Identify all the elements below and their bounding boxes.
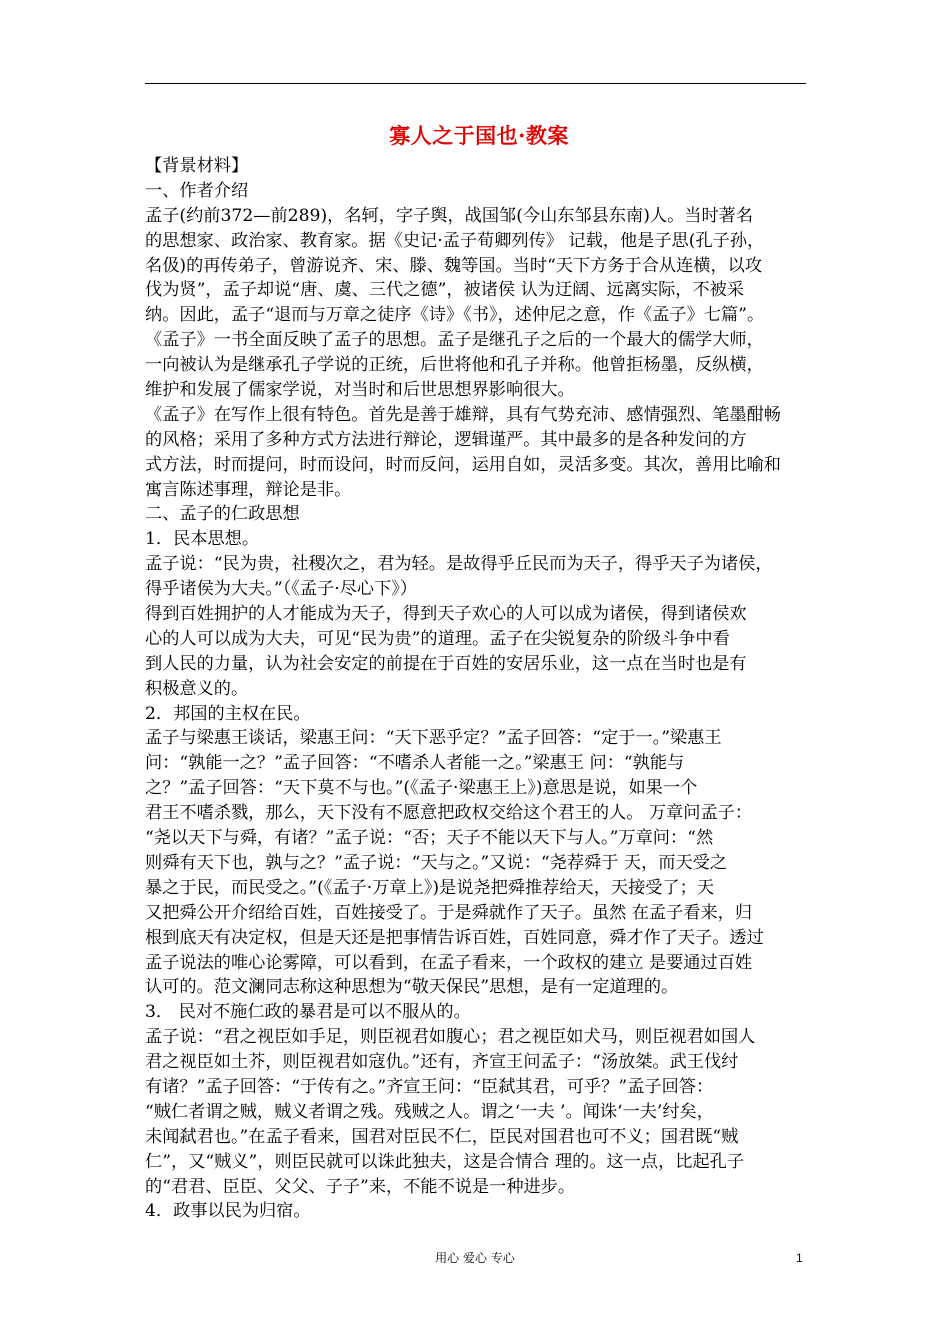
text-line: 3． 民对不施仁政的暴君是可以不服从的。 <box>145 1002 471 1023</box>
text-line: 根到底天有决定权，但是天还是把事情告诉百姓，百姓同意，舜才作了天子。透过 <box>145 927 764 948</box>
text-line: 之？”孟子回答：“天下莫不与也。”(《孟子·梁惠王上》)意思是说，如果一个 <box>145 778 698 799</box>
text-line: 【背景材料】 <box>145 156 249 176</box>
text-line: 一、作者介绍 <box>145 180 249 201</box>
text-line: 寓言陈述事理，辩论是非。 <box>145 479 352 500</box>
text-line: 的风格；采用了多种方式方法进行辩论，逻辑谨严。其中最多的是各种发问的方 <box>145 429 747 450</box>
text-line: 名伋)的再传弟子，曾游说齐、宋、滕、魏等国。当时“天下方务于合从连横，以攻 <box>145 255 763 276</box>
header-rule <box>145 83 806 84</box>
text-line: 则舜有天下也，孰与之？”孟子说：“天与之。”又说：“尧荐舜于 天，而天受之 <box>145 852 728 873</box>
text-line: 的“君君、臣臣、父父、子子”来，不能不说是一种进步。 <box>145 1176 576 1197</box>
text-line: 1．民本思想。 <box>145 529 260 550</box>
text-line: 式方法，时而提问，时而设问，时而反问，运用自如，灵活多变。其次，善用比喻和 <box>145 454 781 475</box>
text-line: 2．邦国的主权在民。 <box>145 703 311 724</box>
text-line: 君之视臣如土芥，则臣视君如寇仇。”还有，齐宣王问孟子：“汤放桀。武王伐纣 <box>145 1052 739 1073</box>
text-line: 一向被认为是继承孔子学说的正统，后世将他和孔子并称。他曾拒杨墨，反纵横， <box>145 355 764 376</box>
footer-motto: 用心 爱心 专心 <box>435 1251 515 1265</box>
text-line: 维护和发展了儒家学说，对当时和后世思想界影响很大。 <box>145 380 575 401</box>
text-line: 二、孟子的仁政思想 <box>145 504 300 525</box>
document-body <box>145 120 813 1224</box>
text-line: 未闻弑君也。”在孟子看来，国君对臣民不仁，臣民对国君也可不义；国君既“贼 <box>145 1126 739 1147</box>
text-line: 的思想家、政治家、教育家。据《史记·孟子荀卿列传》 记载，他是子思(孔子孙， <box>145 230 765 251</box>
text-line: 君王不嗜杀戮，那么，天下没有不愿意把政权交给这个君王的人。 万章问孟子： <box>145 803 753 824</box>
text-line: 孟子说：“民为贵，社稷次之，君为轻。是故得乎丘民而为天子，得乎天子为诸侯， <box>145 554 773 575</box>
text-line: “尧以天下与舜，有诸？”孟子说：“否；天子不能以天下与人。”万章问：“然 <box>145 828 714 849</box>
text-line: “贼仁者谓之贼，贼义者谓之残。残贼之人。谓之‘一夫 ’。闻诛‘一夫’纣矣， <box>145 1101 714 1122</box>
text-line: 4．政事以民为归宿。 <box>145 1201 311 1222</box>
text-line: 暴之于民，而民受之。”(《孟子·万章上》)是说尧把舜推荐给天，天接受了；天 <box>145 877 715 898</box>
text-line: 孟子说：“君之视臣如手足，则臣视君如腹心；君之视臣如犬马，则臣视君如国人 <box>145 1027 756 1048</box>
text-line: 孟子说法的唯心论雾障，可以看到，在孟子看来，一个政权的建立 是要通过百姓 <box>145 952 753 973</box>
text-line: 又把舜公开介绍给百姓，百姓接受了。于是舜就作了天子。虽然 在孟子看来，归 <box>145 902 753 923</box>
document-title: 寡人之于国也·教案 <box>389 123 569 148</box>
text-line: 问：“孰能一之？”孟子回答：“不嗜杀人者能一之。”梁惠王 问：“孰能与 <box>145 753 685 774</box>
page-number: 1 <box>796 1251 803 1265</box>
text-line: 伐为贤”，孟子却说“唐、虞、三代之德”，被诸侯 认为迂阔、远离实际，不被采 <box>145 280 745 301</box>
document-paragraphs <box>145 154 813 1224</box>
text-line: 积极意义的。 <box>145 678 249 699</box>
text-line: 心的人可以成为大夫，可见“民为贵”的道理。孟子在尖锐复杂的阶级斗争中看 <box>145 628 730 649</box>
text-line: 到人民的力量，认为社会安定的前提在于百姓的安居乐业，这一点在当时也是有 <box>145 653 747 674</box>
text-line: 孟子(约前372—前289)，名轲，字子舆，战国邹(今山东邹县东南)人。当时著名 <box>145 205 754 226</box>
text-line: 《孟子》一书全面反映了孟子的思想。孟子是继孔子之后的一个最大的儒学大师， <box>145 330 764 351</box>
text-line: 认可的。范文澜同志称这种思想为“敬天保民”思想，是有一定道理的。 <box>145 977 679 998</box>
text-line: 得乎诸侯为大夫。”（《孟子·尽心下》） <box>145 579 418 600</box>
text-line: 纳。因此，孟子“退而与万章之徒序《诗》《书》，述仲尼之意，作《孟子》七篇”。 <box>145 305 765 326</box>
text-line: 得到百姓拥护的人才能成为天子，得到天子欢心的人可以成为诸侯，得到诸侯欢 <box>145 604 747 625</box>
text-line: 仁”，又“贼义”，则臣民就可以诛此独夫，这是合情合 理的。这一点，比起孔子 <box>145 1151 745 1172</box>
text-line: 有诸？”孟子回答：“于传有之。”齐宣王问：“臣弑其君，可乎？”孟子回答： <box>145 1076 714 1097</box>
text-line: 《孟子》在写作上很有特色。首先是善于雄辩，具有气势充沛、感情强烈、笔墨酣畅 <box>145 404 781 425</box>
text-line: 孟子与梁惠王谈话，梁惠王问：“天下恶乎定？”孟子回答：“定于一。”梁惠王 <box>145 728 722 749</box>
